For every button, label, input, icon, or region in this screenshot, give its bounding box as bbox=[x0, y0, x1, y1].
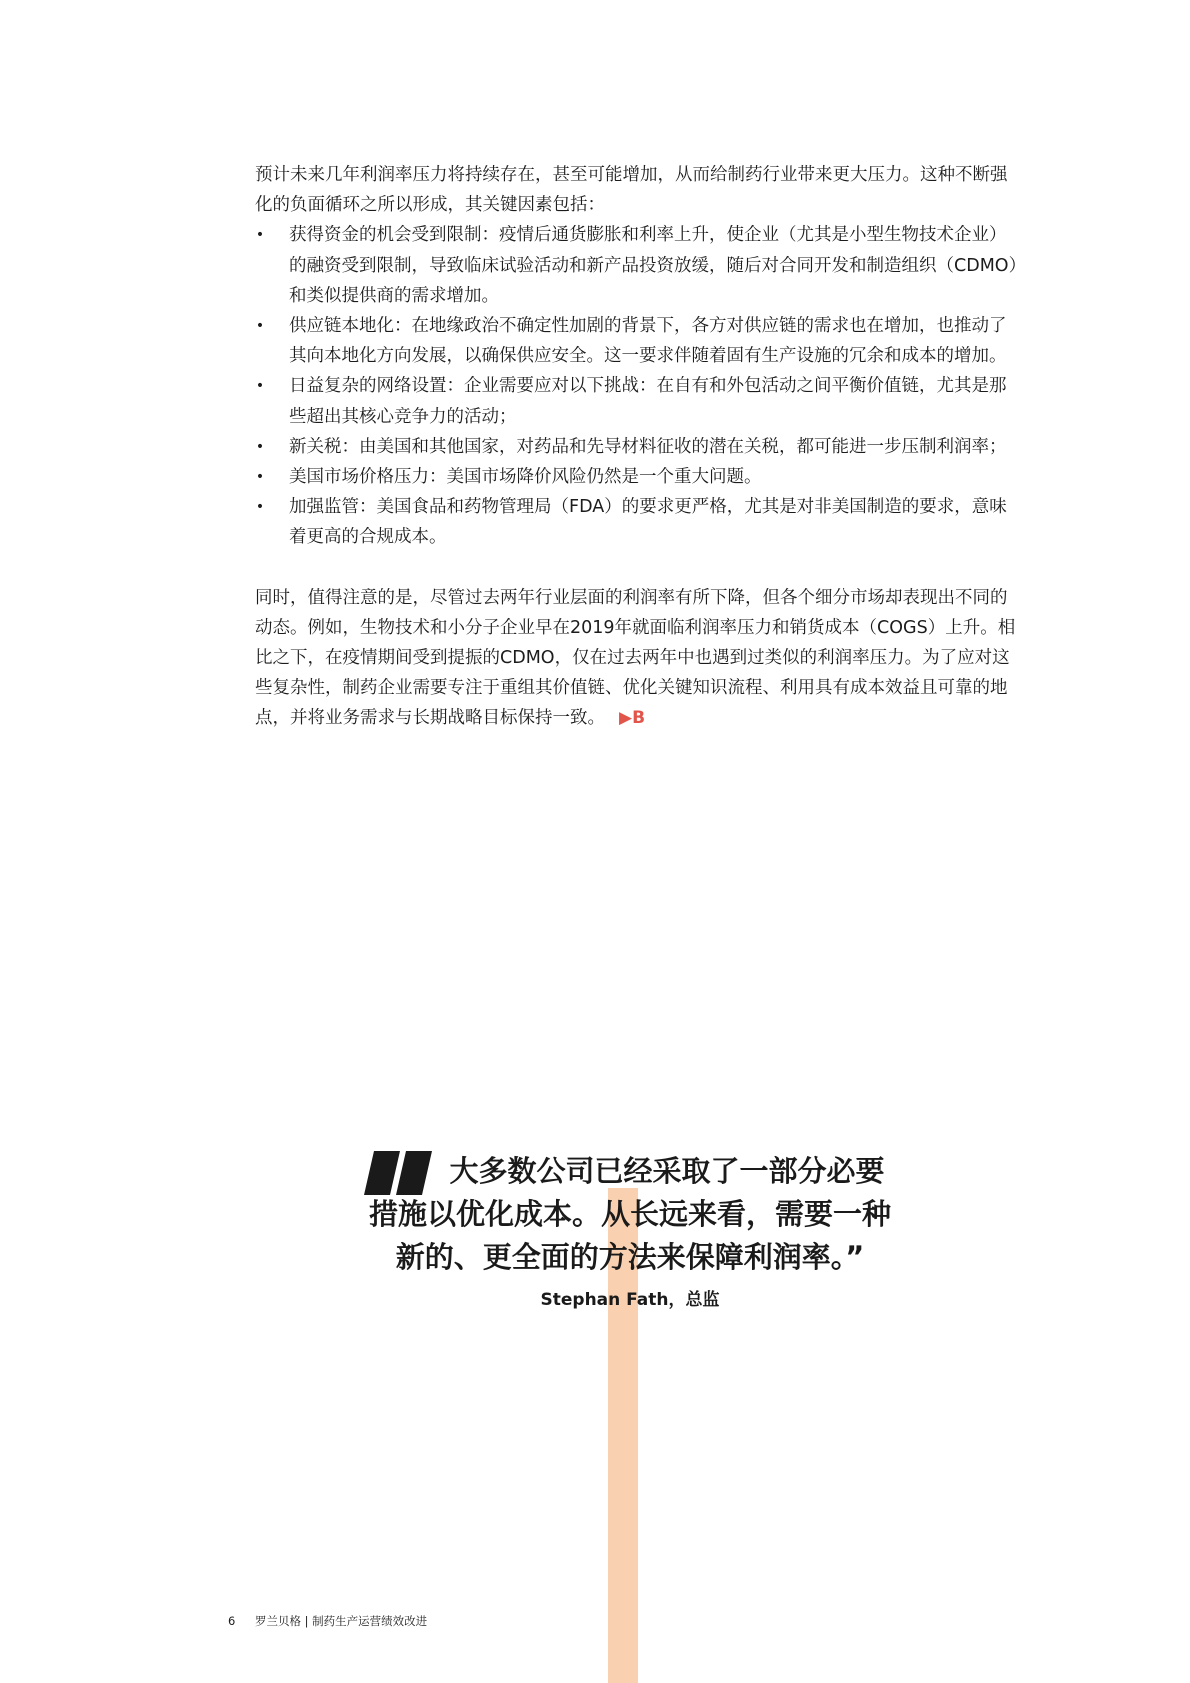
second-paragraph-text: 同时，值得注意的是，尽管过去两年行业层面的利润率有所下降，但各个细分市场却表现出不同的动态。例如，生物技术和小分子企业早在2019年就面临利润率压力和销货成本（COGS）上升。相比之下，在疫情期间受到提振的CDMO，仅在过去两年中也遇到过类似的利润率压力。为了应对这些复杂性，制药企业需要专注于重组其价值链、优化关键知识流程、利用具有成本效益且可靠的地点，并将业务需求与长期战略目标保持一致。 bbox=[255, 587, 1016, 729]
list-item-text: 供应链本地化：在地缘政治不确定性加剧的背景下，各方对供应链的需求也在增加，也推动了其向本地化方向发展，以确保供应安全。这一要求伴随着固有生产设施的冗余和成本的增加。 bbox=[289, 316, 1007, 367]
bullet-icon: • bbox=[255, 227, 265, 244]
intro-paragraph: 预计未来几年利润率压力将持续存在，甚至可能增加，从而给制药行业带来更大压力。这种不断强化的负面循环之所以形成，其关键因素包括： bbox=[255, 165, 1008, 216]
list-item bbox=[255, 371, 1023, 431]
bullet-icon: • bbox=[255, 499, 265, 516]
bullet-icon: • bbox=[255, 378, 265, 395]
list-item bbox=[255, 432, 1023, 462]
bullet-icon: • bbox=[255, 469, 265, 486]
list-item-text: 新关税：由美国和其他国家，对药品和先导材料征收的潜在关税，都可能进一步压制利润率； bbox=[289, 436, 1007, 457]
pull-quote bbox=[330, 1150, 930, 1310]
quote-mark-icon bbox=[364, 1151, 434, 1195]
key-factors-list bbox=[255, 220, 1023, 552]
list-item bbox=[255, 492, 1023, 552]
bullet-icon: • bbox=[255, 318, 265, 335]
list-item bbox=[255, 311, 1023, 371]
page-footer bbox=[228, 1613, 427, 1629]
main-content bbox=[255, 160, 1023, 734]
quote-line: 大多数公司已经采取了一部分必要 bbox=[449, 1154, 885, 1188]
second-paragraph bbox=[255, 583, 1023, 734]
quote-line: 新的、更全面的方法来保障利润率。” bbox=[395, 1240, 865, 1274]
list-item-text: 美国市场价格压力：美国市场降价风险仍然是一个重大问题。 bbox=[289, 467, 762, 488]
exhibit-b-link[interactable]: ▶B bbox=[619, 708, 646, 729]
bullet-icon: • bbox=[255, 438, 265, 455]
quote-line: 措施以优化成本。从长远来看，需要一种 bbox=[368, 1197, 891, 1231]
quote-author: Stephan Fath，总监 bbox=[540, 1290, 720, 1310]
list-item-text: 获得资金的机会受到限制：疫情后通货膨胀和利率上升，使企业（尤其是小型生物技术企业）的融资受到限制，导致临床试验活动和新产品投资放缓，随后对合同开发和制造组织（CDMO）和类似提供商的需求增加。 bbox=[289, 225, 1018, 306]
list-item-text: 加强监管：美国食品和药物管理局（FDA）的要求更严格，尤其是对非美国制造的要求，意味着更高的合规成本。 bbox=[289, 497, 1007, 548]
footer-title: 罗兰贝格 | 制药生产运营绩效改进 bbox=[254, 1614, 428, 1628]
list-item-text: 日益复杂的网络设置：企业需要应对以下挑战：在自有和外包活动之间平衡价值链，尤其是那些超出其核心竞争力的活动； bbox=[289, 376, 1007, 427]
page-number: 6 bbox=[228, 1614, 236, 1628]
list-item bbox=[255, 462, 1023, 492]
list-item bbox=[255, 220, 1023, 311]
